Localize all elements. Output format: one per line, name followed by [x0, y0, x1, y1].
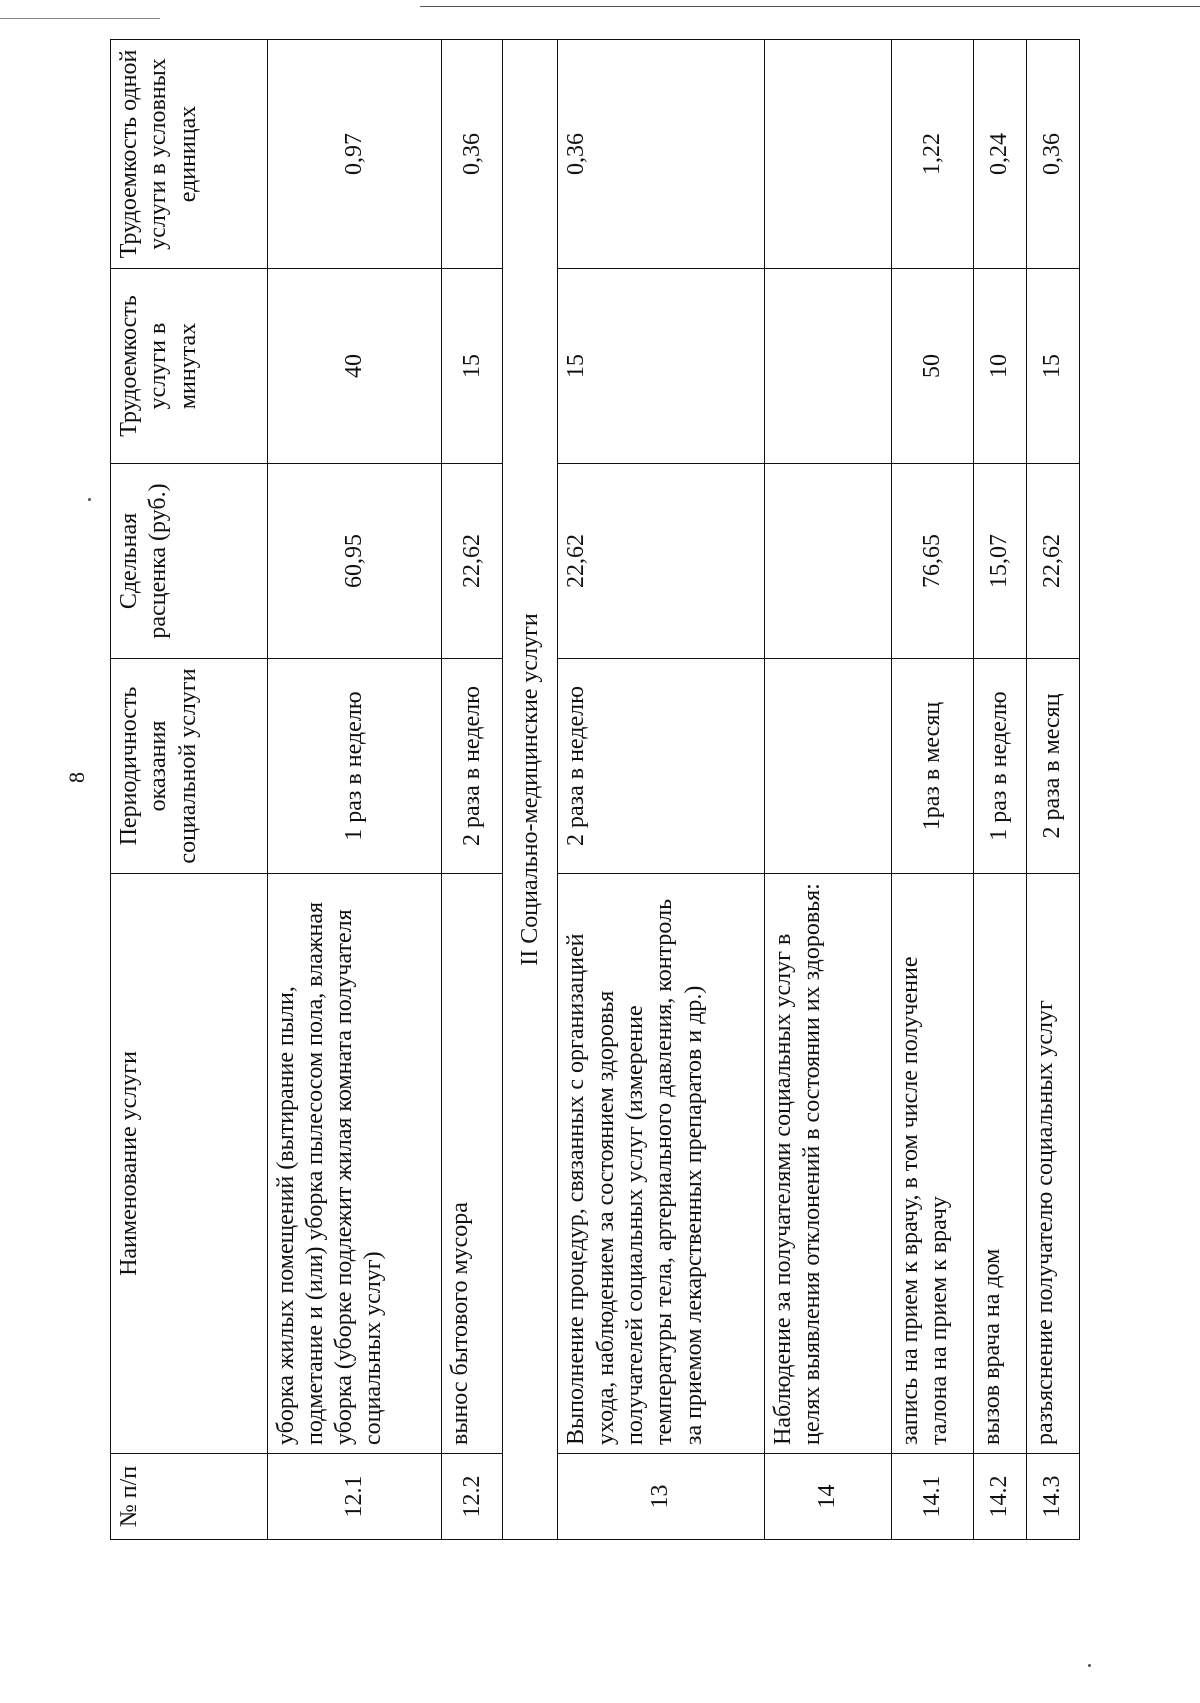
header-periodicity: Периодичность оказания социальной услуги [111, 659, 268, 874]
row-name: вызов врача на дом [974, 874, 1027, 1454]
row-units: 0,36 [558, 40, 764, 269]
row-periodicity: 2 раза в неделю [442, 659, 503, 874]
row-num: 14.3 [1027, 1454, 1080, 1540]
row-num: 12.1 [267, 1454, 442, 1540]
row-name: Наблюдение за получателями социальных услуг в целях выявления отклонений в состоянии их здоровья: [764, 874, 891, 1454]
table-row [891, 40, 974, 1540]
row-num: 14 [764, 1454, 891, 1540]
row-name: разъяснение получателю социальных услуг [1027, 874, 1080, 1454]
row-units: 1,22 [891, 40, 974, 269]
row-rate: 15,07 [974, 464, 1027, 659]
row-minutes: 15 [442, 269, 503, 464]
header-units: Трудоемкость одной услуги в условных единицах [111, 40, 268, 269]
row-units: 0,24 [974, 40, 1027, 269]
row-name: Выполнение процедур, связанных с организацией ухода, наблюдением за состоянием здоровья получателей социальных услуг (измерение температуры тела, артериального давления, контроль за приемом лекарственных препаратов и др.) [558, 874, 764, 1454]
row-rate: 22,62 [442, 464, 503, 659]
services-table [110, 39, 1080, 1540]
row-units: 0,36 [442, 40, 503, 269]
row-minutes [764, 269, 891, 464]
table-row [442, 40, 503, 1540]
table-row [974, 40, 1027, 1540]
row-periodicity: 1раз в месяц [891, 659, 974, 874]
row-minutes: 10 [974, 269, 1027, 464]
row-name: вынос бытового мусора [442, 874, 503, 1454]
rotated-table-container [110, 40, 1080, 1540]
page-number: 8 [64, 772, 89, 783]
row-rate: 60,95 [267, 464, 442, 659]
header-rate: Сдельная расценка (руб.) [111, 464, 268, 659]
scan-speck [88, 498, 91, 501]
table-row [1027, 40, 1080, 1540]
scan-edge-line [0, 18, 160, 19]
row-rate: 76,65 [891, 464, 974, 659]
header-minutes: Трудоемкость услуги в минутах [111, 269, 268, 464]
row-minutes: 50 [891, 269, 974, 464]
row-rate [764, 464, 891, 659]
row-units: 0,97 [267, 40, 442, 269]
header-num: № п/п [111, 1454, 268, 1540]
row-num: 14.1 [891, 1454, 974, 1540]
table-row [764, 40, 891, 1540]
row-units [764, 40, 891, 269]
row-minutes: 15 [1027, 269, 1080, 464]
row-num: 14.2 [974, 1454, 1027, 1540]
table-row [558, 40, 764, 1540]
row-periodicity: 2 раза в неделю [558, 659, 764, 874]
row-periodicity: 1 раз в неделю [974, 659, 1027, 874]
scan-speck [1088, 1664, 1091, 1667]
section-title: II Социально-медицинские услуги [503, 40, 558, 1540]
row-units: 0,36 [1027, 40, 1080, 269]
row-name: запись на прием к врачу, в том числе получение талона на прием к врачу [891, 874, 974, 1454]
section-row [503, 40, 558, 1540]
row-num: 12.2 [442, 1454, 503, 1540]
row-minutes: 15 [558, 269, 764, 464]
row-periodicity: 2 раза в месяц [1027, 659, 1080, 874]
row-num: 13 [558, 1454, 764, 1540]
table-row [267, 40, 442, 1540]
scan-edge-line [420, 6, 1200, 7]
row-periodicity [764, 659, 891, 874]
header-name: Наименование услуги [111, 874, 268, 1454]
header-row [111, 40, 268, 1540]
row-periodicity: 1 раз в неделю [267, 659, 442, 874]
row-minutes: 40 [267, 269, 442, 464]
row-name: уборка жилых помещений (вытирание пыли, подметание и (или) уборка пылесосом пола, влажная уборка (уборке подлежит жилая комната получателя социальных услуг) [267, 874, 442, 1454]
row-rate: 22,62 [1027, 464, 1080, 659]
row-rate: 22,62 [558, 464, 764, 659]
